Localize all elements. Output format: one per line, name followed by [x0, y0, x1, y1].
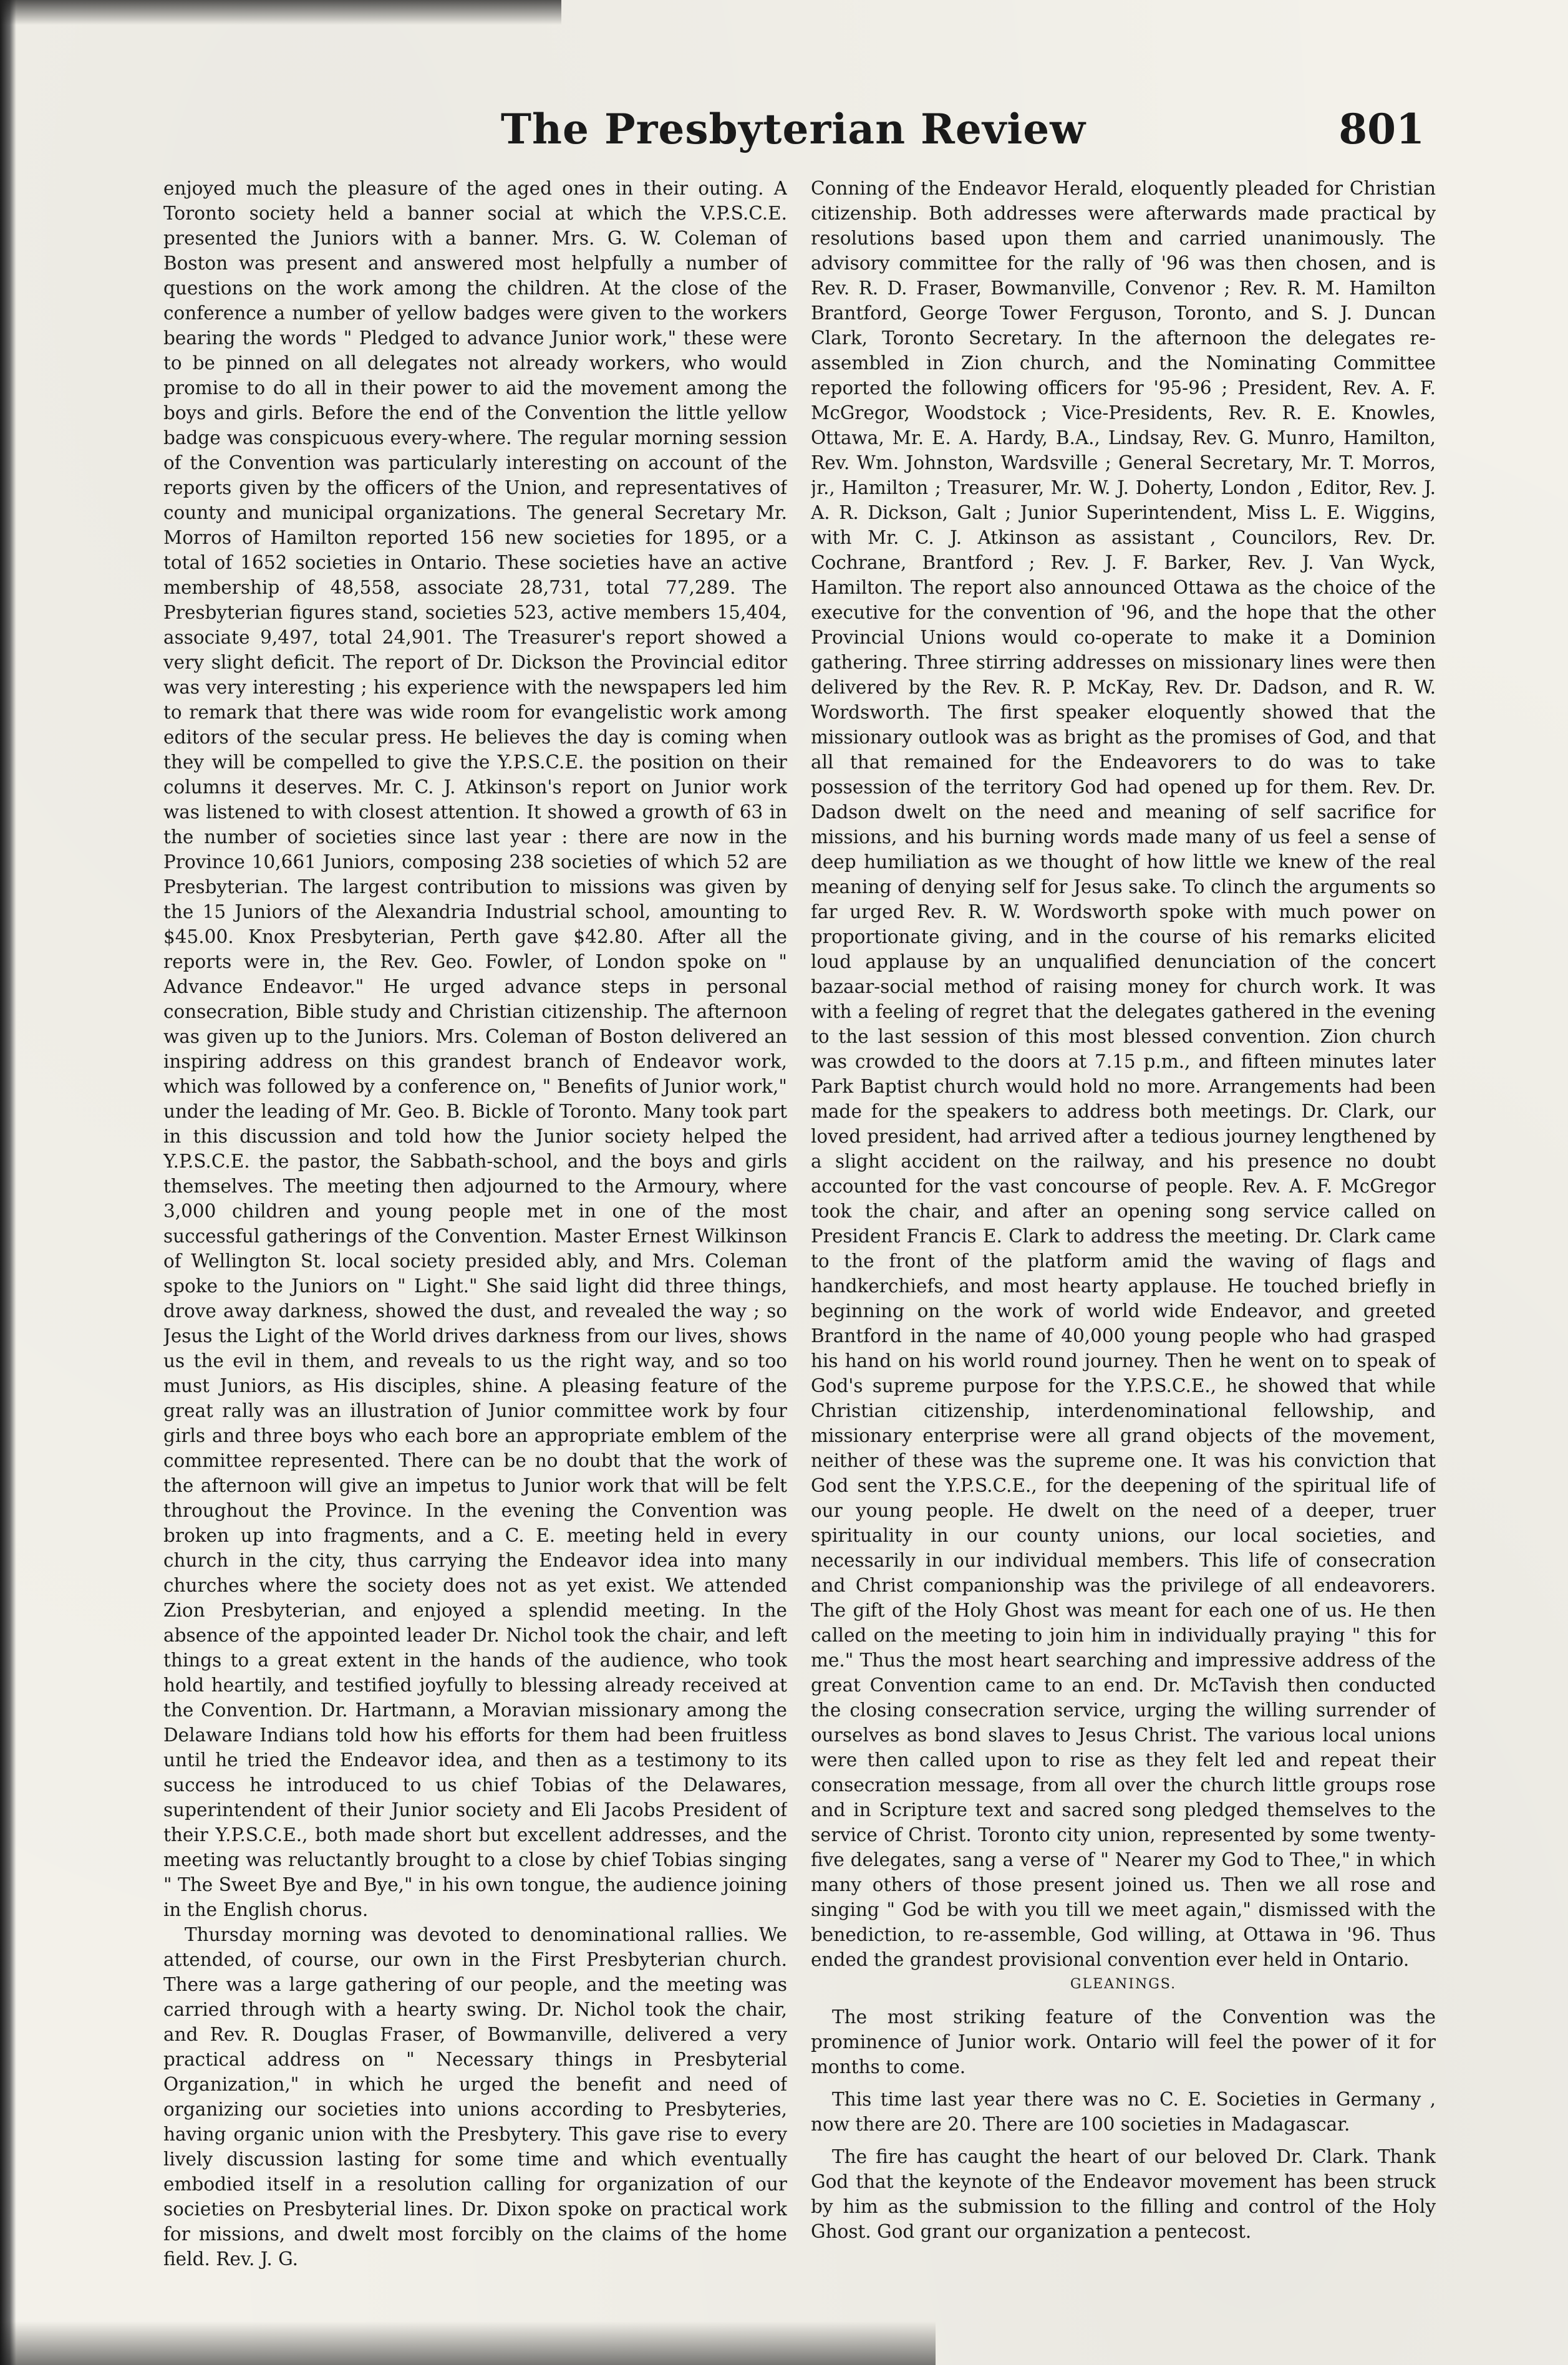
- scan-smudge-top: [0, 0, 561, 25]
- scan-smudge-bottom: [0, 2321, 936, 2365]
- gleanings-heading: GLEANINGS.: [1070, 1976, 1177, 1992]
- page-number: 801: [1338, 105, 1425, 153]
- gleaning-item: The most striking feature of the Convention was the prominence of Junior work. Ontario will feel the power of it for months to come.: [811, 2006, 1436, 2077]
- gleaning-item: The fire has caught the heart of our beloved Dr. Clark. Thank God that the keynote of the Endeavor movement has been struck by him as the submission to the filling and control of the Holy Ghost. God grant our organization a pentecost.: [811, 2146, 1436, 2242]
- running-header: [162, 105, 1425, 180]
- right-column: [811, 176, 1436, 2309]
- paragraph: Conning of the Endeavor Herald, eloquently pleaded for Christian citizenship. Both addresses were afterwards made practical by resolutions based upon them and carried unanimously. The advisory committee for the rally of '96 was then chosen, and is Rev. R. D. Fraser, Bowmanville, Convenor ; Rev. R. M. Hamilton Brantford, George Tower Ferguson, Toronto, and S. J. Duncan Clark, Toronto Secretary. In the afternoon the delegates re-assembled in Zion church, and the Nominating Committee reported the following officers for '95-96 ; President, Rev. A. F. McGregor, Woodstock ; Vice-Presidents, Rev. R. E. Knowles, Ottawa, Mr. E. A. Hardy, B.A., Lindsay, Rev. G. Munro, Hamilton, Rev. Wm. Johnston, Wardsville ; General Secretary, Mr. T. Morros, jr., Hamilton ; Treasurer, Mr. W. J. Doherty, London , Editor, Rev. J. A. R. Dickson, Galt ; Junior Superintendent, Miss L. E. Wiggins, with Mr. C. J. Atkinson as assistant , Councilors, Rev. Dr. Cochrane, Brantford ; Rev. J. F. Barker, Rev. J. Van Wyck, Hamilton. The report also announced Ottawa as the choice of the executive for the convention of '96, and the hope that the other Provincial Unions would co-operate to make it a Dominion gathering. Three stirring addresses on missionary lines were then delivered by the Rev. R. P. McKay, Rev. Dr. Dadson, and R. W. Wordsworth. The first speaker eloquently showed that the missionary outlook was as bright as the promises of God, and that all that remained for the Endeavorers to do was to take possession of the territory God had opened up for them. Rev. Dr. Dadson dwelt on the need and meaning of self sacrifice for missions, and his burning words made many of us feel a sense of deep humiliation as we thought of how little we knew of the real meaning of denying self for Jesus sake. To clinch the arguments so far urged Rev. R. W. Wordsworth spoke with much power on proportionate giving, and in the course of his remarks elicited loud applause by an unqualified denunciation of the concert bazaar-social method of raising money for church work. It was with a feeling of regret that the delegates gathered in the evening to the last session of this most blessed convention. Zion church was crowded to the doors at 7.15 p.m., and fifteen minutes later Park Baptist church would hold no more. Arrangements had been made for the speakers to address both meetings. Dr. Clark, our loved president, had arrived after a tedious journey lengthened by a slight accident on the railway, and his presence no doubt accounted for the vast concourse of people. Rev. A. F. McGregor took the chair, and after an opening song service called on President Francis E. Clark to address the meeting. Dr. Clark came to the front of the platform amid the waving of flags and handkerchiefs, and most hearty applause. He touched briefly in beginning on the work of world wide Endeavor, and greeted Brantford in the name of 40,000 young people who had grasped his hand on his world round journey. Then he went on to speak of God's supreme purpose for the Y.P.S.C.E., he showed that while Christian citizenship, interdenominational fellowship, and missionary enterprise were all grand objects of the movement, neither of these was the supreme one. It was his conviction that God sent the Y.P.S.C.E., for the deepening of the spiritual life of our young people. He dwelt on the need of a deeper, truer spirituality in our county unions, our local societies, and necessarily in our individual members. This life of consecration and Christ companionship was the privilege of all endeavorers. The gift of the Holy Ghost was meant for each one of us. He then called on the meeting to join him in individually praying " this for me." Thus the most heart searching and impressive address of the great Convention came to an end. Dr. McTavish then conducted the closing consecration service, urging the willing surrender of ourselves as bond slaves to Jesus Christ. The various local unions were then called upon to rise as they felt led and repeat their consecration message, from all over the church little groups rose and in Scripture text and sacred song pledged themselves to the service of Christ. Toronto city union, represented by some twenty-five delegates, sang a verse of " Nearer my God to Thee," in which many others of those present joined us. Then we all rose and singing " God be with you till we meet again," dismissed with the benediction, to re-assemble, God willing, at Ottawa in '96. Thus ended the grandest provisional convention ever held in Ontario.: [811, 178, 1436, 1970]
- left-column: [163, 176, 787, 2309]
- journal-title: The Presbyterian Review: [500, 105, 1086, 153]
- paragraph: Thursday morning was devoted to denominational rallies. We attended, of course, our own in the First Presbyterian church. There was a large gathering of our people, and the meeting was carried through with a hearty swing. Dr. Nichol took the chair, and Rev. R. Douglas Fraser, of Bowmanville, delivered a very practical address on " Necessary things in Presbyterial Organization," in which he urged the benefit and need of organizing our societies into unions according to Presbyteries, having organic union with the Presbytery. This gave rise to every lively discussion lasting for some time and which eventually embodied itself in a resolution calling for organization of our societies on Presbyterial lines. Dr. Dixon spoke on practical work for missions, and dwelt most forcibly on the claims of the home field. Rev. J. G.: [163, 1924, 787, 2270]
- page-edge-shadow: [0, 0, 16, 2365]
- gleaning-item: This time last year there was no C. E. Societies in Germany , now there are 20. There are 100 societies in Madagascar.: [811, 2089, 1436, 2135]
- paragraph: enjoyed much the pleasure of the aged ones in their outing. A Toronto society held a banner social at which the V.P.S.C.E. presented the Juniors with a banner. Mrs. G. W. Coleman of Boston was present and answered most helpfully a number of questions on the work among the children. At the close of the conference a number of yellow badges were given to the workers bearing the words " Pledged to advance Junior work," these were to be pinned on all delegates not already workers, who would promise to do all in their power to aid the movement among the boys and girls. Before the end of the Convention the little yellow badge was conspicuous every-where. The regular morning session of the Convention was particularly interesting on account of the reports given by the officers of the Union, and representatives of county and municipal organizations. The general Secretary Mr. Morros of Hamilton reported 156 new societies for 1895, or a total of 1652 societies in Ontario. These societies have an active membership of 48,558, associate 28,731, total 77,289. The Presbyterian figures stand, societies 523, active members 15,404, associate 9,497, total 24,901. The Treasurer's report showed a very slight deficit. The report of Dr. Dickson the Provincial editor was very interesting ; his experience with the newspapers led him to remark that there was wide room for evangelistic work among editors of the secular press. He believes the day is coming when they will be compelled to give the Y.P.S.C.E. the position on their columns it deserves. Mr. C. J. Atkinson's report on Junior work was listened to with closest attention. It showed a growth of 63 in the number of societies since last year : there are now in the Province 10,661 Juniors, composing 238 societies of which 52 are Presbyterian. The largest contribution to missions was given by the 15 Juniors of the Alexandria Industrial school, amounting to $45.00. Knox Presbyterian, Perth gave $42.80. After all the reports were in, the Rev. Geo. Fowler, of London spoke on " Advance Endeavor." He urged advance steps in personal consecration, Bible study and Christian citizenship. The afternoon was given up to the Juniors. Mrs. Coleman of Boston delivered an inspiring address on this grandest branch of Endeavor work, which was followed by a conference on, " Benefits of Junior work," under the leading of Mr. Geo. B. Bickle of Toronto. Many took part in this discussion and told how the Junior society helped the Y.P.S.C.E. the pastor, the Sabbath-school, and the boys and girls themselves. The meeting then adjourned to the Armoury, where 3,000 children and young people met in one of the most successful gatherings of the Convention. Master Ernest Wilkinson of Wellington St. local society presided ably, and Mrs. Coleman spoke to the Juniors on " Light." She said light did three things, drove away darkness, showed the dust, and revealed the way ; so Jesus the Light of the World drives darkness from our lives, shows us the evil in them, and reveals to us the right way, and so too must Juniors, as His disciples, shine. A pleasing feature of the great rally was an illustration of Junior committee work by four girls and three boys who each bore an appropriate emblem of the committee represented. There can be no doubt that the work of the afternoon will give an impetus to Junior work that will be felt throughout the Province. In the evening the Convention was broken up into fragments, and a C. E. meeting held in every church in the city, thus carrying the Endeavor idea into many churches where the society does not as yet exist. We attended Zion Presbyterian, and enjoyed a splendid meeting. In the absence of the appointed leader Dr. Nichol took the chair, and left things to a great extent in the hands of the audience, who took hold heartily, and testified joyfully to blessing already received at the Convention. Dr. Hartmann, a Moravian missionary among the Delaware Indians told how his efforts for them had been fruitless until he tried the Endeavor idea, and then as a testimony to its success he introduced to us chief Tobias of the Delawares, superintendent of their Junior society and Eli Jacobs President of their Y.P.S.C.E., both made short but excellent addresses, and the meeting was reluctantly brought to a close by chief Tobias singing " The Sweet Bye and Bye," in his own tongue, the audience joining in the English chorus.: [163, 178, 787, 1920]
